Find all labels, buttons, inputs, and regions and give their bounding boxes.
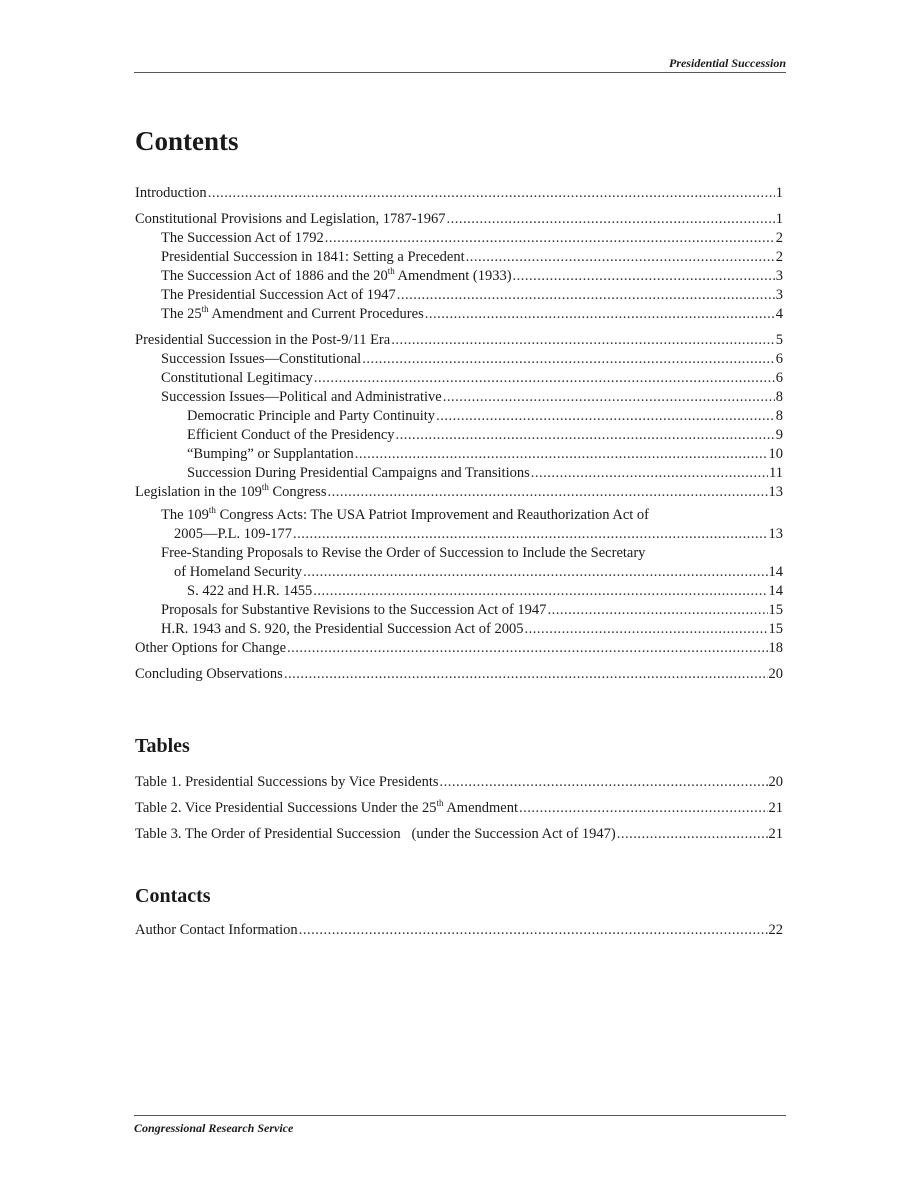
- toc-entry-label: The Presidential Succession Act of 1947: [161, 287, 396, 303]
- ordinal-suffix: th: [436, 798, 444, 809]
- toc-entry-label: Proposals for Substantive Revisions to the Succession Act of 1947: [161, 602, 547, 618]
- running-header: Presidential Succession: [668, 56, 786, 70]
- toc-page-number: 9: [775, 427, 783, 443]
- dot-leader: [293, 525, 767, 544]
- ordinal-suffix: th: [387, 266, 395, 277]
- toc-page-number: 22: [768, 922, 783, 938]
- dot-leader: [327, 483, 767, 502]
- dot-leader: [391, 331, 775, 350]
- toc-entry-label: Introduction: [135, 185, 207, 201]
- dot-leader: [436, 407, 775, 426]
- toc-entry-post-911-era[interactable]: [135, 331, 783, 350]
- toc-page-number: 14: [768, 583, 783, 599]
- dot-leader: [617, 825, 768, 844]
- toc-entry-free-standing-line1[interactable]: [135, 544, 783, 563]
- toc-entry-label-cont: Congress: [268, 484, 327, 500]
- dot-leader: [524, 620, 767, 639]
- toc-entry-label: Succession During Presidential Campaigns and Transitions: [187, 465, 530, 481]
- toc-page-number: 3: [775, 268, 783, 284]
- toc-entry-label: Table 1. Presidential Successions by Vice Presidents: [135, 774, 439, 790]
- toc-entry-25th-amendment[interactable]: [135, 305, 783, 324]
- toc-page-number: 3: [775, 287, 783, 303]
- toc-entry-substantive-revisions[interactable]: [135, 601, 783, 620]
- dot-leader: [443, 388, 775, 407]
- toc-entry-label: Presidential Succession in 1841: Setting a Precedent: [161, 249, 465, 265]
- toc-entry-introduction[interactable]: [135, 184, 783, 203]
- toc-entry-campaigns-transitions[interactable]: [135, 464, 783, 483]
- dot-leader: [396, 426, 775, 445]
- toc-entry-label-cont: Amendment: [443, 800, 519, 816]
- toc-entry-legislation-109th[interactable]: [135, 483, 783, 502]
- toc-entry-label-cont: Amendment and Current Procedures: [208, 306, 424, 322]
- dot-leader: [513, 267, 775, 286]
- toc-entry-succession-1841[interactable]: [135, 248, 783, 267]
- toc-page-number: 11: [769, 465, 783, 481]
- toc-entry-free-standing-line2[interactable]: [135, 563, 783, 582]
- toc-entry-label: H.R. 1943 and S. 920, the Presidential Succession Act of 2005: [161, 621, 524, 637]
- toc-page-number: 2: [775, 249, 783, 265]
- toc-page-number: 4: [775, 306, 783, 322]
- dot-leader: [447, 210, 775, 229]
- toc-page-number: 8: [775, 408, 783, 424]
- toc-entry-label: “Bumping” or Supplantation: [187, 446, 354, 462]
- toc-page-number: 15: [768, 602, 783, 618]
- toc-entry-label: Constitutional Legitimacy: [161, 370, 313, 386]
- footer-divider: [134, 1115, 786, 1116]
- dot-leader: [362, 350, 775, 369]
- toc-entry-succession-act-1886[interactable]: [135, 267, 783, 286]
- toc-entry-s422-hr1455[interactable]: [135, 582, 783, 601]
- toc-page-number: 2: [775, 230, 783, 246]
- dot-leader: [314, 369, 775, 388]
- dot-leader: [531, 464, 768, 483]
- dot-leader: [547, 601, 767, 620]
- dot-leader: [284, 665, 768, 684]
- contacts-heading: Contacts: [135, 885, 211, 907]
- toc-page-number: 20: [768, 666, 783, 682]
- toc-entry-label: Succession Issues—Political and Administrative: [161, 389, 442, 405]
- toc-entry-label: Table 2. Vice Presidential Successions Under the 25: [135, 800, 437, 816]
- toc-page-number: 1: [775, 185, 783, 201]
- toc-entry-label-cont: Amendment (1933): [394, 268, 512, 284]
- toc-entry-label: Author Contact Information: [135, 922, 298, 938]
- toc-entry-label: Free-Standing Proposals to Revise the Order of Succession to Include the Secretary: [161, 545, 646, 561]
- toc-entry-label: Other Options for Change: [135, 640, 287, 656]
- toc-entry-label: 2005—P.L. 109-177: [174, 526, 293, 542]
- toc-entry-constitutional-provisions[interactable]: [135, 210, 783, 229]
- toc-page-number: 6: [775, 351, 783, 367]
- toc-entry-issues-political[interactable]: [135, 388, 783, 407]
- toc-entry-label: The 25: [161, 306, 202, 322]
- dot-leader: [208, 184, 775, 203]
- toc-entry-issues-constitutional[interactable]: [135, 350, 783, 369]
- dot-leader: [313, 582, 767, 601]
- toc-entry-constitutional-legitimacy[interactable]: [135, 369, 783, 388]
- toc-page-number: 21: [768, 800, 783, 816]
- toc-entry-label: The Succession Act of 1886 and the 20: [161, 268, 388, 284]
- tables-heading: Tables: [135, 735, 190, 757]
- toc-page-number: 13: [768, 526, 783, 542]
- dot-leader: [425, 305, 775, 324]
- toc-entry-efficient-conduct[interactable]: [135, 426, 783, 445]
- toc-page-number: 6: [775, 370, 783, 386]
- contents-heading: Contents: [135, 126, 239, 156]
- toc-entry-democratic-principle[interactable]: [135, 407, 783, 426]
- toc-page-number: 13: [768, 484, 783, 500]
- toc-page-number: 8: [775, 389, 783, 405]
- toc-entry-label: Efficient Conduct of the Presidency: [187, 427, 395, 443]
- toc-entry-label: The 109: [161, 507, 209, 523]
- toc-entry-table-2[interactable]: [135, 799, 783, 818]
- toc-entry-label: Legislation in the 109: [135, 484, 262, 500]
- ordinal-suffix: th: [208, 505, 216, 516]
- dot-leader: [303, 563, 767, 582]
- toc-entry-succession-act-1947[interactable]: [135, 286, 783, 305]
- toc-entry-label: Concluding Observations: [135, 666, 283, 682]
- toc-page-number: 5: [775, 332, 783, 348]
- toc-entry-label: Presidential Succession in the Post-9/11 Era: [135, 332, 391, 348]
- dot-leader: [519, 799, 767, 818]
- toc-entry-label: Table 3. The Order of Presidential Succession (under the Succession Act of 1947): [135, 826, 616, 842]
- toc-entry-concluding-observations[interactable]: [135, 665, 783, 684]
- toc-entry-author-contact[interactable]: [135, 921, 783, 940]
- toc-entry-label: The Succession Act of 1792: [161, 230, 324, 246]
- toc-page-number: 15: [768, 621, 783, 637]
- toc-entry-label: Constitutional Provisions and Legislation, 1787-1967: [135, 211, 446, 227]
- toc-entry-label: S. 422 and H.R. 1455: [187, 583, 313, 599]
- dot-leader: [466, 248, 775, 267]
- toc-entry-table-1[interactable]: [135, 773, 783, 792]
- toc-entry-other-options[interactable]: [135, 639, 783, 658]
- toc-entry-109th-acts-line1[interactable]: [135, 506, 783, 525]
- toc-entry-hr1943-s920[interactable]: [135, 620, 783, 639]
- toc-entry-label: of Homeland Security: [174, 564, 303, 580]
- toc-entry-succession-act-1792[interactable]: [135, 229, 783, 248]
- table-of-contents: [135, 124, 783, 940]
- dot-leader: [355, 445, 768, 464]
- dot-leader: [299, 921, 768, 940]
- toc-entry-109th-acts-line2[interactable]: [135, 525, 783, 544]
- dot-leader: [440, 773, 768, 792]
- toc-entry-label-cont: Congress Acts: The USA Patriot Improvement and Reauthorization Act of: [215, 507, 649, 523]
- toc-page-number: 18: [768, 640, 783, 656]
- dot-leader: [287, 639, 767, 658]
- toc-page-number: 10: [768, 446, 783, 462]
- toc-entry-label: Democratic Principle and Party Continuity: [187, 408, 436, 424]
- header-divider: [134, 72, 786, 73]
- toc-page-number: 21: [768, 826, 783, 842]
- ordinal-suffix: th: [201, 304, 209, 315]
- toc-entry-label: Succession Issues—Constitutional: [161, 351, 362, 367]
- dot-leader: [397, 286, 775, 305]
- toc-entry-table-3[interactable]: [135, 825, 783, 844]
- toc-entry-bumping[interactable]: [135, 445, 783, 464]
- toc-page-number: 14: [768, 564, 783, 580]
- toc-page-number: 20: [768, 774, 783, 790]
- ordinal-suffix: th: [261, 482, 269, 493]
- running-footer: Congressional Research Service: [134, 1121, 294, 1135]
- dot-leader: [325, 229, 775, 248]
- toc-page-number: 1: [775, 211, 783, 227]
